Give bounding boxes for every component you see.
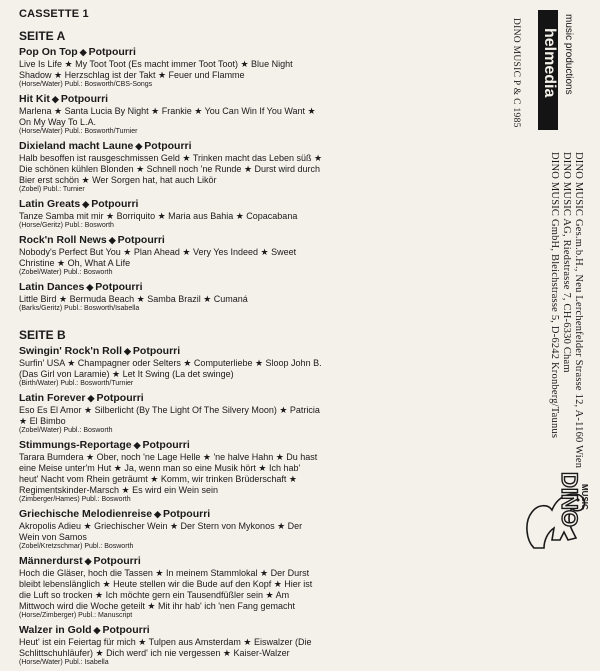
dino-logo-word: DINO bbox=[557, 472, 582, 527]
potpourri-heading bbox=[19, 508, 504, 521]
helmedia-brand-name: helmedia bbox=[541, 28, 558, 98]
song-list bbox=[19, 153, 504, 194]
potpourri-heading bbox=[19, 198, 504, 211]
potpourri-heading bbox=[19, 281, 504, 294]
diamond-icon: ◆ bbox=[135, 141, 143, 151]
potpourri-entry bbox=[19, 508, 504, 551]
song-line: Regimentskinder-Marsch ★ Es wird ein Wein sein bbox=[19, 485, 218, 495]
potpourri-entry bbox=[19, 555, 504, 620]
song-line: Surfin' USA ★ Champagner oder Selters ★ Computerliebe ★ Sloop John B. bbox=[19, 358, 322, 368]
publisher-credit: (Horse/Water) Publ.: Bosworth/CBS-Songs bbox=[19, 81, 153, 88]
potpourri-heading bbox=[19, 439, 504, 452]
potpourri-title: Latin Forever bbox=[19, 392, 86, 404]
song-list bbox=[19, 106, 504, 136]
potpourri-type: Potpourri bbox=[91, 198, 139, 210]
potpourri-type: Potpourri bbox=[60, 93, 109, 105]
potpourri-heading bbox=[19, 234, 504, 247]
diamond-icon: ◆ bbox=[133, 440, 141, 450]
song-line: Hoch die Gläser, hoch die Tassen ★ In meinem Stammlokal ★ Der Durst bbox=[19, 568, 310, 578]
side-spacer bbox=[19, 317, 504, 328]
potpourri-title: Dixieland macht Laune bbox=[19, 140, 134, 152]
potpourri-type: Potpourri bbox=[132, 345, 181, 357]
diamond-icon: ◆ bbox=[79, 47, 87, 57]
song-line: Live Is Life ★ My Toot Toot (Es macht immer Toot Toot) ★ Blue Night bbox=[19, 59, 293, 69]
song-list bbox=[19, 59, 504, 89]
song-list bbox=[19, 568, 504, 620]
potpourri-entry bbox=[19, 140, 504, 194]
song-line: Schlittschuhläufer) ★ Dich werd' ich nie vergessen ★ Kaiser-Walzer bbox=[19, 648, 290, 658]
song-list bbox=[19, 452, 504, 504]
song-list bbox=[19, 637, 504, 667]
publisher-credit: (Zobel/Kretzschmar) Publ.: Bosworth bbox=[19, 543, 134, 550]
potpourri-heading bbox=[19, 555, 504, 568]
diamond-icon: ◆ bbox=[51, 94, 59, 104]
song-list bbox=[19, 211, 504, 230]
diamond-icon: ◆ bbox=[93, 625, 101, 635]
potpourri-heading bbox=[19, 392, 504, 405]
potpourri-type: Potpourri bbox=[95, 281, 143, 293]
diamond-icon: ◆ bbox=[87, 393, 95, 403]
potpourri-type: Potpourri bbox=[88, 46, 136, 58]
dino-logo-sub: MUSIC bbox=[580, 484, 589, 510]
potpourri-heading bbox=[19, 46, 504, 59]
song-line: Christine ★ Oh, What A Life bbox=[19, 258, 131, 268]
potpourri-entry bbox=[19, 234, 504, 277]
potpourri-entry bbox=[19, 198, 504, 230]
potpourri-entry bbox=[19, 93, 504, 136]
diamond-icon: ◆ bbox=[86, 282, 94, 292]
publisher-credit: (Barks/Geritz) Publ.: Bosworth/Isabella bbox=[19, 305, 140, 312]
song-line: Die schönen kühlen Blonden ★ Schnell noch 'ne Runde ★ Durst wird durch bbox=[19, 164, 321, 174]
potpourri-type: Potpourri bbox=[142, 439, 190, 451]
dino-music-logo bbox=[516, 460, 596, 555]
song-line: Eso Es El Amor ★ Silberlicht (By The Light Of The Silvery Moon) ★ Patricia bbox=[19, 405, 320, 415]
song-line: Heut' ist ein Feiertag für mich ★ Tulpen aus Amsterdam ★ Eiswalzer (Die bbox=[19, 637, 312, 647]
potpourri-type: Potpourri bbox=[144, 140, 192, 152]
copyright-notice: DINO MUSIC P & C 1985 bbox=[511, 18, 521, 128]
publisher-credit: (Zobel/Water) Publ.: Bosworth bbox=[19, 269, 113, 276]
potpourri-type: Potpourri bbox=[162, 508, 211, 520]
potpourri-entry bbox=[19, 392, 504, 435]
potpourri-title: Latin Dances bbox=[19, 281, 85, 293]
potpourri-title: Stimmungs-Reportage bbox=[19, 439, 132, 451]
potpourri-title: Männerdurst bbox=[19, 555, 83, 567]
song-line: Bier erst schön ★ Wer Sorgen hat, hat auch Likör bbox=[19, 175, 217, 185]
publisher-credit: (Zobel) Publ.: Turnier bbox=[19, 186, 85, 193]
address-switzerland: DINO MUSIC AG, Riedstrasse 7, CH-6330 Cham bbox=[561, 152, 572, 373]
song-line: ★ El Bimbo bbox=[19, 416, 66, 426]
song-line: Little Bird ★ Bermuda Beach ★ Samba Brazil ★ Cumaná bbox=[19, 294, 248, 304]
potpourri-title: Pop On Top bbox=[19, 46, 78, 58]
song-line: Tarara Bumdera ★ Ober, noch 'ne Lage Helle ★ 'ne halve Hahn ★ Du hast bbox=[19, 452, 318, 462]
song-list bbox=[19, 358, 504, 388]
potpourri-entry bbox=[19, 46, 504, 89]
publisher-credit: (Zobel/Water) Publ.: Bosworth bbox=[19, 427, 113, 434]
song-line: heut' Nacht vom Rhein geträumt ★ Komm, wir trinken Brüderschaft ★ bbox=[19, 474, 297, 484]
song-line: Mittwoch wird die Woche geteilt ★ Mit ihr hab' ich 'nen Fang gemacht bbox=[19, 601, 295, 611]
song-line: Halb besoffen ist rausgeschmissen Geld ★ Trinken macht das Leben süß ★ bbox=[19, 153, 323, 163]
side-title: SEITE A bbox=[19, 29, 66, 43]
potpourri-type: Potpourri bbox=[102, 624, 150, 636]
song-list bbox=[19, 247, 504, 277]
cassette-label: CASSETTE 1 bbox=[19, 8, 89, 20]
diamond-icon: ◆ bbox=[82, 199, 90, 209]
potpourri-type: Potpourri bbox=[96, 392, 144, 404]
potpourri-heading bbox=[19, 624, 504, 637]
potpourri-title: Swingin' Rock'n Roll bbox=[19, 345, 122, 357]
helmedia-logo bbox=[538, 10, 592, 130]
potpourri-entry bbox=[19, 345, 504, 388]
diamond-icon: ◆ bbox=[124, 346, 131, 356]
potpourri-title: Rock'n Roll News bbox=[19, 234, 107, 246]
song-line: Tanze Samba mit mir ★ Borriquito ★ Maria aus Bahia ★ Copacabana bbox=[19, 211, 298, 221]
potpourri-type: Potpourri bbox=[93, 555, 141, 567]
song-line: Nobody's Perfect But You ★ Plan Ahead ★ Very Yes Indeed ★ Sweet bbox=[19, 247, 297, 257]
song-list bbox=[19, 521, 504, 551]
potpourri-heading bbox=[19, 345, 504, 358]
song-line: Shadow ★ Herzschlag ist der Takt ★ Feuer und Flamme bbox=[19, 70, 245, 80]
song-line: eine Meise unter'm Hut ★ Ja, wenn man so eine Musik hört ★ Ich hab' bbox=[19, 463, 301, 473]
track-listing bbox=[19, 8, 504, 671]
song-line: Wein von Samos bbox=[19, 532, 87, 542]
diamond-icon: ◆ bbox=[84, 556, 92, 566]
potpourri-type: Potpourri bbox=[117, 234, 165, 246]
sides-container bbox=[19, 29, 504, 667]
potpourri-title: Walzer in Gold bbox=[19, 624, 92, 636]
song-line: (Das Girl von Laramie) ★ Let It Swing (La det swinge) bbox=[19, 369, 234, 379]
potpourri-entry bbox=[19, 439, 504, 504]
song-line: On My Way To L.A. bbox=[19, 117, 97, 127]
song-line: Marlena ★ Santa Lucia By Night ★ Frankie ★ You Can Win If You Want ★ bbox=[19, 106, 316, 116]
potpourri-title: Hit Kit bbox=[19, 93, 50, 105]
potpourri-title: Latin Greats bbox=[19, 198, 81, 210]
address-austria: DINO MUSIC Ges.m.b.H., Neu Lerchenfelder Strasse 12, A-1160 Wien bbox=[573, 152, 584, 469]
potpourri-entry bbox=[19, 281, 504, 313]
helmedia-brand-sub: music productions bbox=[563, 14, 574, 95]
song-line: Akropolis Adieu ★ Griechischer Wein ★ Der Stern von Mykonos ★ Der bbox=[19, 521, 303, 531]
potpourri-entry bbox=[19, 624, 504, 667]
potpourri-heading bbox=[19, 93, 504, 106]
potpourri-title: Griechische Melodienreise bbox=[19, 508, 153, 520]
publisher-credit: (Horse/Water) Publ.: Bosworth/Turnier bbox=[19, 128, 138, 135]
address-germany: DINO MUSIC GmbH, Bleichstrasse 5, D-6242 Kronberg/Taunus bbox=[549, 152, 560, 439]
publisher-credit: (Zimberger/Hames) Publ.: Bosworth bbox=[19, 496, 131, 503]
publisher-credit: (Horse/Water) Publ.: Isabella bbox=[19, 659, 109, 666]
song-list bbox=[19, 405, 504, 435]
diamond-icon: ◆ bbox=[154, 509, 161, 519]
song-line: die Luft so trocken ★ Ich möchte gern ein Tausendfüßler sein ★ Am bbox=[19, 590, 290, 600]
potpourri-heading bbox=[19, 140, 504, 153]
song-list bbox=[19, 294, 504, 313]
diamond-icon: ◆ bbox=[108, 235, 116, 245]
publisher-credit: (Horse/Zimberger) Publ.: Manuscript bbox=[19, 612, 133, 619]
song-line: bleibt lebenslänglich ★ Heute stellen wir die Bude auf den Kopf ★ Hier ist bbox=[19, 579, 313, 589]
publisher-credit: (Horse/Geritz) Publ.: Bosworth bbox=[19, 222, 114, 229]
side-title: SEITE B bbox=[19, 328, 66, 342]
publisher-credit: (Birth/Water) Publ.: Bosworth/Turnier bbox=[19, 380, 134, 387]
